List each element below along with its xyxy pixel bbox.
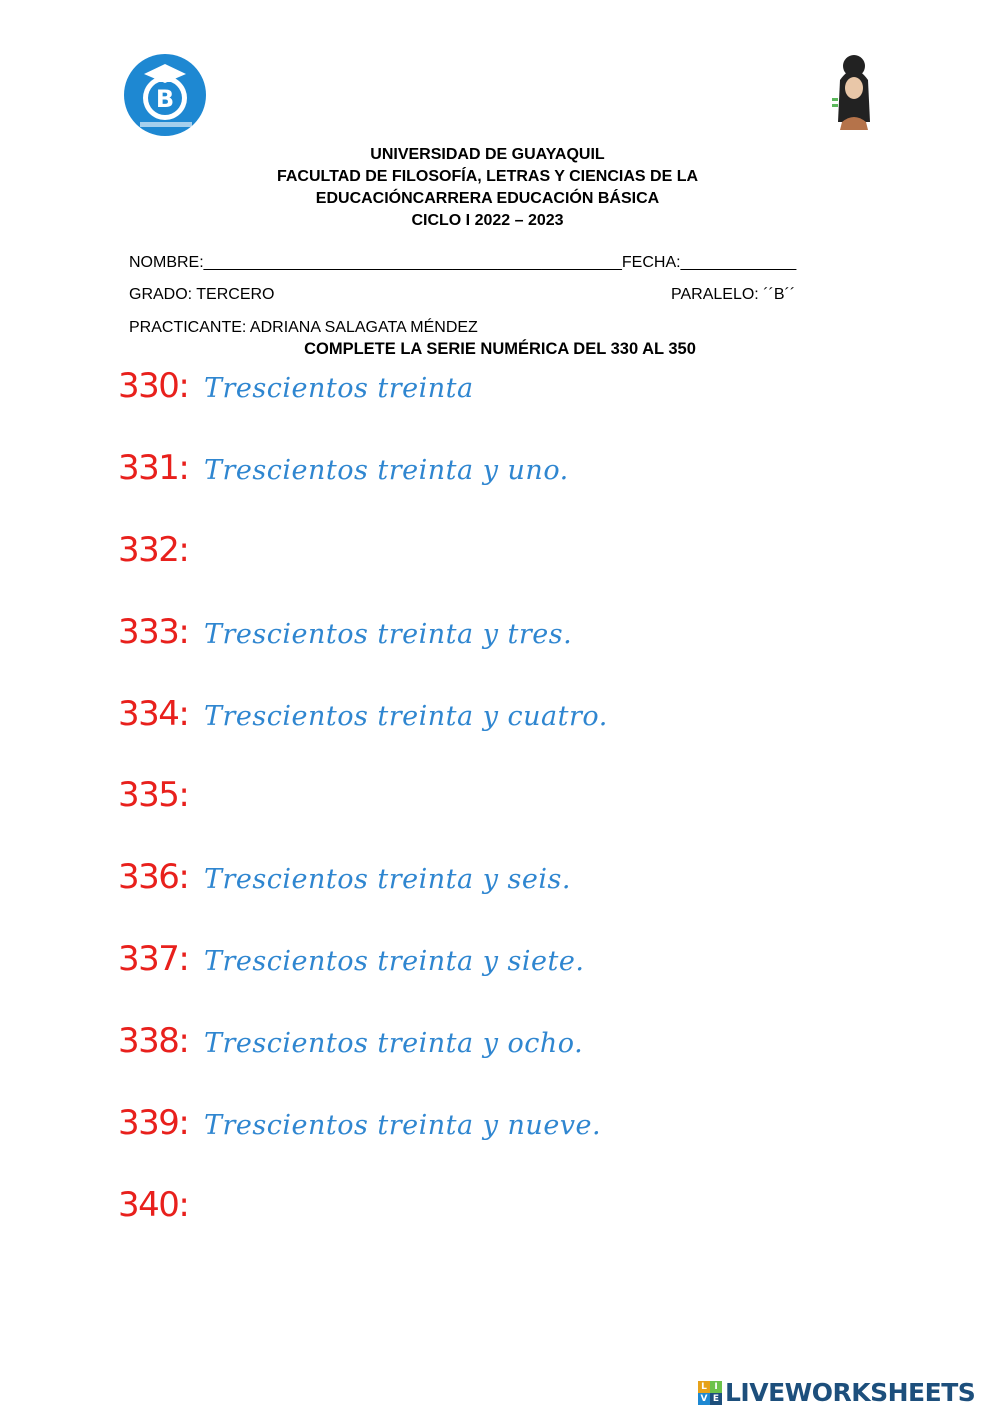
row-number: 339: bbox=[118, 1103, 189, 1143]
row-number: 340: bbox=[118, 1185, 189, 1225]
series-row bbox=[118, 366, 474, 414]
row-number: 331: bbox=[118, 448, 189, 488]
series-row bbox=[118, 1103, 601, 1151]
row-answer[interactable]: Trescientos treinta y siete. bbox=[204, 946, 585, 977]
university-seal-icon bbox=[122, 52, 208, 138]
series-row bbox=[118, 775, 204, 823]
series-row bbox=[118, 1185, 204, 1233]
svg-text:B: B bbox=[155, 85, 175, 113]
faculty-name: FACULTAD DE FILOSOFÍA, LETRAS Y CIENCIAS DE LA bbox=[276, 168, 699, 185]
grade-label: GRADO: TERCERO bbox=[129, 286, 275, 303]
row-answer[interactable]: Trescientos treinta y tres. bbox=[204, 619, 573, 650]
row-answer[interactable]: Trescientos treinta y seis. bbox=[204, 864, 571, 895]
row-number: 332: bbox=[118, 530, 189, 570]
series-row bbox=[118, 612, 572, 660]
row-answer[interactable]: Trescientos treinta y ocho. bbox=[204, 1028, 584, 1059]
student-teacher-label: PRACTICANTE: ADRIANA SALAGATA MÉNDEZ bbox=[129, 319, 478, 336]
name-date-line[interactable]: NOMBRE:_______________________________________________FECHA:_____________ bbox=[129, 254, 797, 271]
row-number: 338: bbox=[118, 1021, 189, 1061]
row-answer[interactable]: Trescientos treinta y uno. bbox=[204, 455, 569, 486]
brand-badge-icon: L I V E bbox=[698, 1381, 722, 1405]
cycle: CICLO I 2022 – 2023 bbox=[411, 212, 564, 229]
series-row bbox=[118, 448, 569, 496]
brand-name: LIVEWORKSHEETS bbox=[725, 1378, 976, 1407]
liveworksheets-logo[interactable] bbox=[698, 1378, 975, 1407]
university-name: UNIVERSIDAD DE GUAYAQUIL bbox=[370, 146, 605, 163]
series-row bbox=[118, 694, 608, 742]
row-number: 337: bbox=[118, 939, 189, 979]
row-answer[interactable]: Trescientos treinta y cuatro. bbox=[204, 701, 608, 732]
section-label: PARALELO: ´´B´´ bbox=[671, 286, 796, 303]
document-header bbox=[0, 144, 975, 232]
row-answer[interactable]: Trescientos treinta bbox=[204, 373, 474, 404]
series-row bbox=[118, 1021, 583, 1069]
row-number: 334: bbox=[118, 694, 189, 734]
program-name: EDUCACIÓNCARRERA EDUCACIÓN BÁSICA bbox=[315, 190, 660, 207]
series-row bbox=[118, 530, 204, 578]
row-answer[interactable]: Trescientos treinta y nueve. bbox=[204, 1110, 602, 1141]
instruction-title: COMPLETE LA SERIE NUMÉRICA DEL 330 AL 350 bbox=[304, 340, 696, 358]
series-row bbox=[118, 857, 571, 905]
row-number: 333: bbox=[118, 612, 189, 652]
row-number: 335: bbox=[118, 775, 189, 815]
row-number: 336: bbox=[118, 857, 189, 897]
row-number: 330: bbox=[118, 366, 189, 406]
series-row bbox=[118, 939, 584, 987]
student-portrait-icon bbox=[832, 52, 882, 134]
